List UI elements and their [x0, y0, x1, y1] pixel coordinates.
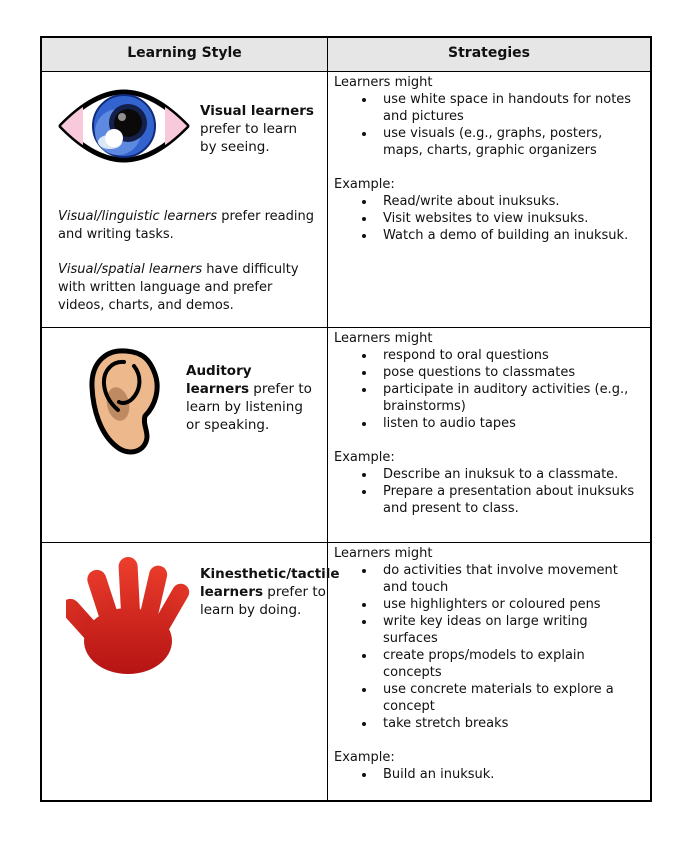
row-title-rest: prefer to learn by doing. — [200, 584, 326, 618]
hand-icon — [66, 555, 192, 683]
example-label: Example: — [334, 450, 395, 465]
kinesthetic-style-cell — [42, 543, 340, 800]
learners-might-label: Learners might — [334, 546, 433, 561]
row-title-visual — [200, 102, 317, 170]
example-label: Example: — [334, 750, 395, 765]
list-item: • create props/models to explain concepts — [376, 647, 642, 681]
list-item: • write key ideas on large writing surfaces — [376, 613, 642, 647]
row-title-rest: prefer to learn by listening or speaking. — [186, 381, 312, 433]
example-label: Example: — [334, 177, 395, 192]
learners-might-label: Learners might — [334, 75, 433, 90]
row-title-bold: Visual learners — [200, 103, 314, 119]
note-visual-spatial — [58, 261, 320, 315]
example-list — [334, 766, 642, 783]
visual-row-head — [56, 72, 317, 170]
list-item: • listen to audio tapes — [376, 415, 642, 432]
kinesthetic-row-head — [56, 543, 340, 683]
row-title-bold: Auditory learners — [186, 363, 252, 397]
might-list — [334, 91, 642, 159]
list-item: • use highlighters or coloured pens — [376, 596, 642, 613]
list-item: • Read/write about inuksuks. — [376, 193, 642, 210]
list-item: • use concrete materials to explore a concept — [376, 681, 642, 715]
list-item: • use visuals (e.g., graphs, posters, maps, charts, graphic organizers — [376, 125, 642, 159]
learning-style-table — [40, 36, 652, 802]
list-item: • Describe an inuksuk to a classmate. — [376, 466, 642, 483]
note-italic-lead: Visual/spatial learners — [58, 262, 203, 277]
might-list — [334, 562, 642, 732]
example-list — [334, 466, 642, 517]
list-item: • Prepare a presentation about inuksuks and present to class. — [376, 483, 642, 517]
row-title-rest: prefer to learn by seeing. — [200, 121, 298, 155]
note-rest: have difficulty with written language and prefer videos, charts, and demos. — [58, 262, 299, 313]
row-title-auditory — [186, 362, 317, 462]
row-title-bold: Kinesthetic/tactile learners — [200, 566, 340, 600]
list-item: • Build an inuksuk. — [376, 766, 642, 783]
note-visual-linguistic — [58, 208, 320, 244]
list-item: • respond to oral questions — [376, 347, 642, 364]
auditory-style-cell — [42, 328, 328, 543]
auditory-strategies-cell — [328, 328, 650, 543]
auditory-row-head — [56, 328, 317, 462]
might-list — [334, 347, 642, 432]
list-item: • Watch a demo of building an inuksuk. — [376, 227, 642, 244]
list-item: • participate in auditory activities (e.g., brainstorms) — [376, 381, 642, 415]
visual-strategies-cell — [328, 72, 650, 328]
learners-might-label: Learners might — [334, 331, 433, 346]
note-italic-lead: Visual/linguistic learners — [58, 209, 218, 224]
list-item: • Visit websites to view inuksuks. — [376, 210, 642, 227]
kinesthetic-strategies-cell — [328, 543, 650, 800]
row-title-kinesthetic — [200, 565, 340, 683]
example-list — [334, 193, 642, 244]
list-item: • pose questions to classmates — [376, 364, 642, 381]
table-header-strategies: Strategies — [328, 38, 650, 72]
list-item: • take stretch breaks — [376, 715, 642, 732]
table-header-learning-style: Learning Style — [42, 38, 328, 72]
list-item: • do activities that involve movement and touch — [376, 562, 642, 596]
note-rest: prefer reading and writing tasks. — [58, 209, 314, 242]
ear-icon — [84, 346, 170, 462]
list-item: • use white space in handouts for notes and pictures — [376, 91, 642, 125]
eye-icon — [58, 86, 190, 170]
visual-style-cell — [42, 72, 328, 328]
